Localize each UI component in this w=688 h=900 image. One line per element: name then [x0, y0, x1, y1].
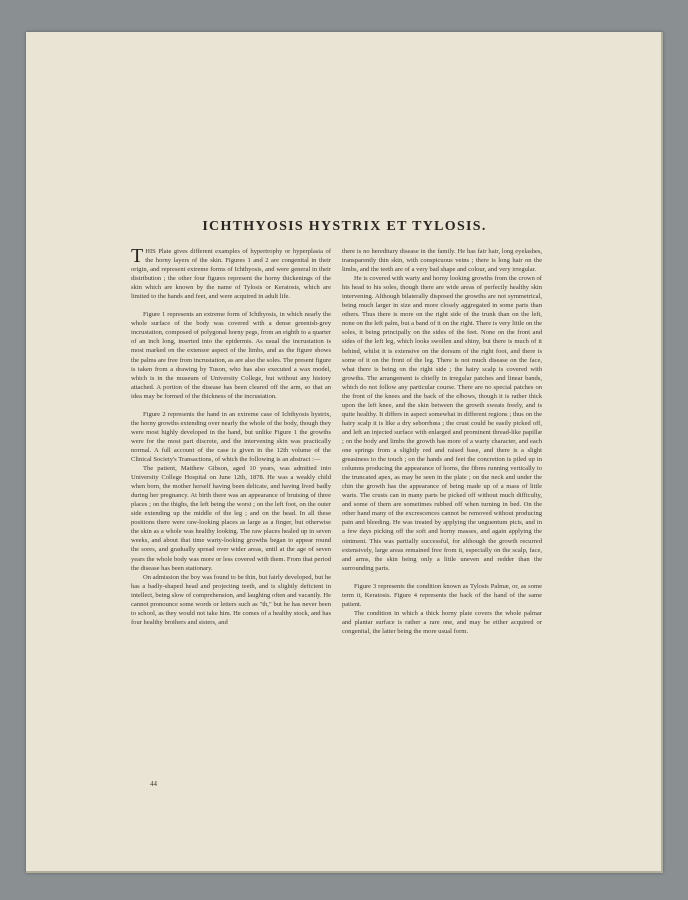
paragraph-text: HIS Plate gives different examples of hypertrophy or hyperplasia of the horny layers of the skin. Figures 1 and 2 are congenital in their origin, and represent extreme forms of Ichthyosis, and were general in their distribution ; the other four figures represent the horny thickenings of the skin which are known by the name of Tylosis or Keratosis, which are limited to the hands and feet, and were acquired in adult life.: [131, 248, 331, 301]
paragraph: Figure 3 represents the condition known as Tylosis Palmæ, or, as some term it, Keratosis. Figure 4 represents the back of the hand of the same patient.: [342, 582, 542, 608]
paragraph: The patient, Matthew Gibson, aged 10 years, was admitted into University College Hospital on June 12th, 1878. He was a weakly child when born, the mother herself having been delicate, and having lived badly during her pregnancy. At birth there was an appearance of bruising of three places ; on the thighs, the left being the worst ; on the left foot, on the outer side extending up the middle of the leg ; and on the head. In all these positions there were raw-looking places as large as a finger, but otherwise the skin as a whole was healthy looking. The raw places healed up in seven weeks, and about that time warty-looking growths began to appear round the sores, and gradually spread over wider areas, until at the age of seven years the whole body was more or less covered with them. From that period the disease has been stationary.: [131, 465, 331, 572]
right-column: [342, 247, 542, 792]
paragraph: Figure 1 represents an extreme form of Ichthyosis, in which nearly the whole surface of the body was covered with a dense greenish-grey incrustation, composed of polygonal horny pegs, from an eighth to a quarter of an inch long, inserted into the epidermis. As usual the incrustation is most marked on the extensor aspect of the limbs, and as the figure shows the palms are free from incrustation, as are also the soles. The present figure is taken from a drawing by Tuson, who has also executed a wax model, which is in the museum of University College, but without any history attached. A portion of the disease has been cleared off the arm, so that an idea may be formed of the thickness of the incrustation.: [131, 311, 331, 400]
paragraph: The condition in which a thick horny plate covers the whole palmar and plantar surface is rather a rare one, and may be either acquired or congenital, the latter being the more usual form.: [342, 609, 542, 635]
paragraph: On admission the boy was found to be thin, but fairly developed, but he has a badly-shaped head and projecting teeth, and is slightly deficient in intellect, being slow of comprehension, and laughing often and vacantly. He cannot pronounce some words or letters such as "th," but he has never been to school, as they would not take him. He comes of a healthy stock, and has four healthy brothers and sisters, and: [131, 573, 331, 626]
page-number: 44: [150, 780, 157, 788]
left-column: [131, 247, 331, 792]
paragraph: Figure 2 represents the hand in an extreme case of Ichthyosis hystrix, the horny growths extending over nearly the whole of the body, though they were most highly developed in the hand, but unlike Figure 1 the growths were for the most part discrete, and the intervening skin was practically normal. A full account of the case is given in the 12th volume of the Clinical Society's Transactions, of which the following is an abstract :—: [131, 410, 331, 463]
drop-cap: T: [131, 247, 144, 267]
page-title: ICHTHYOSIS HYSTRIX ET TYLOSIS.: [202, 219, 487, 234]
paragraph: there is no hereditary disease in the family. He has fair hair, long eyelashes, transparently thin skin, with conspicuous veins ; there is long hair on the limbs, and the teeth are of a very bad shape and colour, and very irregular.: [342, 248, 542, 274]
paragraph: [131, 247, 331, 301]
paragraph: He is covered with warty and horny looking growths from the crown of his head to his soles, though there are wide areas of perfectly healthy skin intervening. Although bilaterally disposed the growths are not symmetrical, being much larger in size and more closely aggregated in some parts than others. Thus there is more on the right side of the trunk than on the left, none on the left palm, but a band of it on the right. There is very little on the soles, it being principally on the sides of the feet. None on the front and sides of the left leg, which looks swollen and shiny, but there is much of it behind, whilst it is extensive on the dorsum of the right foot, and there is some of it on the front of the leg. There is not much disease on the face, what there is being on the right side ; the hairy scalp is covered with growths. The arrangement is chiefly in irregular patches and linear bands, which do not follow any particular course. There are no special patches on the front of the knees and the back of the elbows, though it is rather thick upon the left knee, and the skin between the growth sweats freely, and is quite healthy. It differs in aspect somewhat in different regions ; thus on the hairy scalp it is like a dry seborrhœa ; the crust could be easily picked off, and left an injected surface with enlarged and prominent thread-like papillæ ; on the body and limbs the growth has more of a warty character, and each one springs from a slightly red and raised base, and there is a slight greasiness to the touch ; on the hands and feet the concretion is piled up in columns producing the appearance of horns, the fibres running vertically to the truncated apex, as may be seen in the plate ; on the neck and under the chin the growth has the appearance of being made up of a mass of little warts. The crusts can in many parts be picked off without much difficulty, and some of them are sometimes rubbed off when turning in bed. On the other hand many of the excrescences cannot be removed without producing pain and bleeding. He was treated by applying the unguentum picis, and in a few days picking off the soft and horny masses, and again applying the ointment. This was partially successful, for although the growth recurred extensively, large areas remained free from it, especially on the scalp, face, and arms, the skin being only a little uneven and redder than the surrounding parts.: [342, 275, 542, 572]
